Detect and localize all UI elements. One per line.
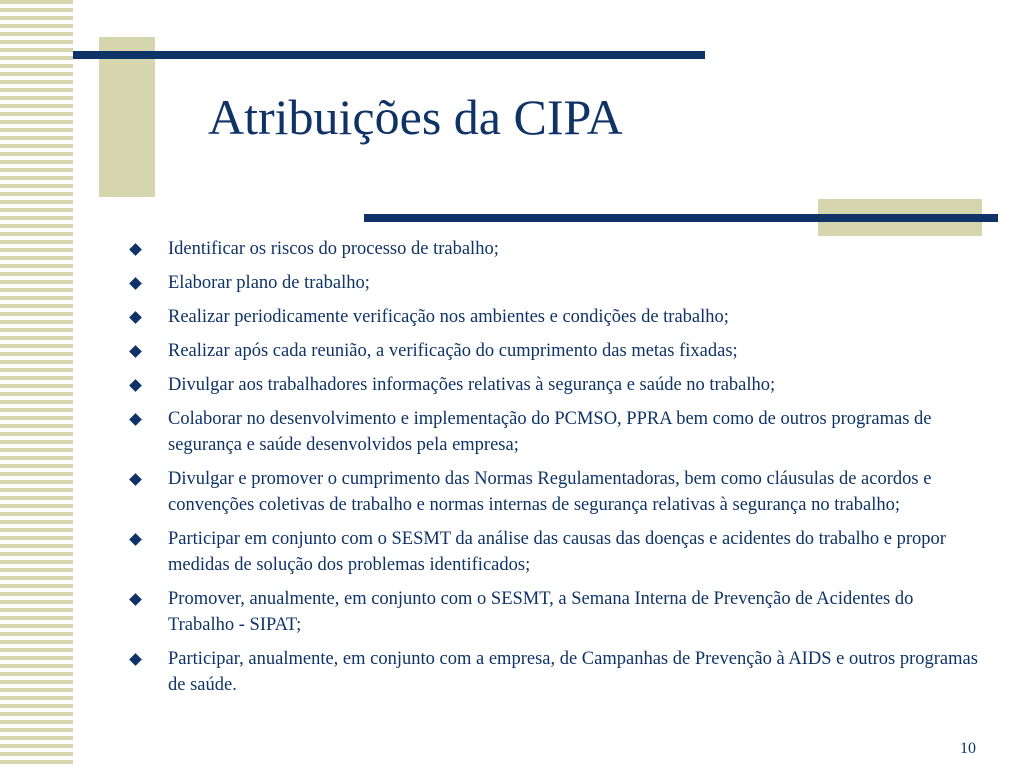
list-item bbox=[120, 304, 980, 330]
diamond-bullet-icon bbox=[129, 311, 142, 324]
diamond-bullet-icon bbox=[129, 413, 142, 426]
list-item bbox=[120, 236, 980, 262]
list-item-text: Realizar periodicamente verificação nos ambientes e condições de trabalho; bbox=[168, 307, 729, 327]
decorative-stripes bbox=[0, 0, 73, 768]
list-item bbox=[120, 466, 980, 518]
diamond-bullet-icon bbox=[129, 277, 142, 290]
diamond-bullet-icon bbox=[129, 653, 142, 666]
list-item bbox=[120, 270, 980, 296]
list-item-text: Participar, anualmente, em conjunto com a empresa, de Campanhas de Prevenção à AIDS e outros programas de saúde. bbox=[168, 649, 978, 695]
diamond-bullet-icon bbox=[129, 243, 142, 256]
list-item bbox=[120, 372, 980, 398]
list-item bbox=[120, 526, 980, 578]
list-item-text: Participar em conjunto com o SESMT da análise das causas das doenças e acidentes do trabalho e propor medidas de solução dos problemas identificados; bbox=[168, 529, 946, 575]
list-item-text: Identificar os riscos do processo de trabalho; bbox=[168, 239, 499, 259]
list-item bbox=[120, 646, 980, 698]
slide-content bbox=[120, 236, 980, 706]
page-number: 10 bbox=[960, 740, 976, 757]
decorative-block-top bbox=[99, 37, 155, 197]
list-item bbox=[120, 406, 980, 458]
list-item-text: Elaborar plano de trabalho; bbox=[168, 273, 370, 293]
diamond-bullet-icon bbox=[129, 593, 142, 606]
diamond-bullet-icon bbox=[129, 533, 142, 546]
diamond-bullet-icon bbox=[129, 473, 142, 486]
list-item-text: Colaborar no desenvolvimento e implementação do PCMSO, PPRA bem como de outros programas de segurança e saúde desenvolvidos pela empresa; bbox=[168, 409, 932, 455]
decorative-bar-bottom bbox=[364, 214, 998, 222]
list-item-text: Promover, anualmente, em conjunto com o SESMT, a Semana Interna de Prevenção de Acidentes do Trabalho - SIPAT; bbox=[168, 589, 914, 635]
list-item-text: Divulgar e promover o cumprimento das Normas Regulamentadoras, bem como cláusulas de acordos e convenções coletivas de trabalho e normas internas de segurança relativas à segurança no trabalho; bbox=[168, 469, 932, 515]
diamond-bullet-icon bbox=[129, 379, 142, 392]
diamond-bullet-icon bbox=[129, 345, 142, 358]
bullet-list bbox=[120, 236, 980, 698]
list-item bbox=[120, 586, 980, 638]
list-item-text: Realizar após cada reunião, a verificação do cumprimento das metas fixadas; bbox=[168, 341, 738, 361]
slide-title: Atribuições da CIPA bbox=[208, 89, 623, 145]
list-item-text: Divulgar aos trabalhadores informações relativas à segurança e saúde no trabalho; bbox=[168, 375, 776, 395]
list-item bbox=[120, 338, 980, 364]
decorative-bar-top bbox=[73, 51, 705, 59]
